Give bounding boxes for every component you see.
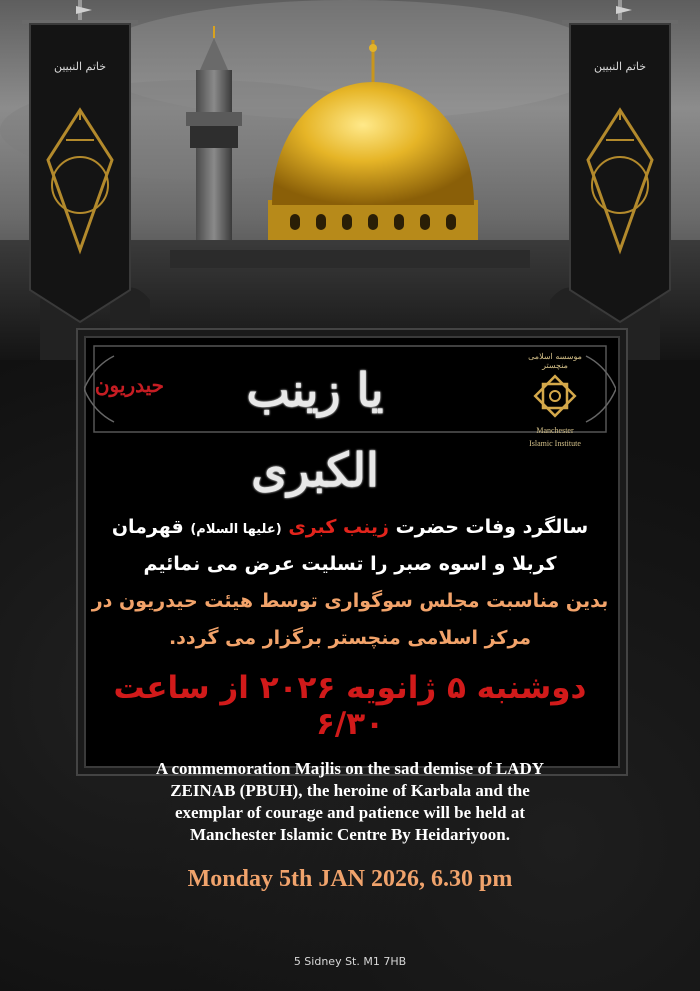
persian-line-1-d: قهرمان xyxy=(111,516,184,538)
banner-right-text: خاتم النبیین xyxy=(593,60,647,73)
heidariyoon-logo: حیدریون xyxy=(94,373,164,397)
persian-honorific: (علیها السلام) xyxy=(190,522,282,537)
institute-name-fa: موسسه اسلامی منچستر xyxy=(528,352,582,370)
right-mourning-banner xyxy=(562,0,678,330)
english-announcement xyxy=(100,758,600,846)
institute-emblem-icon xyxy=(532,373,578,419)
banner-left-shape xyxy=(22,0,138,330)
persian-line-1 xyxy=(84,516,616,538)
persian-name-highlight: زینب کبری xyxy=(288,516,389,538)
institute-name-en-1: Manchester xyxy=(536,426,574,435)
minaret xyxy=(196,70,232,260)
calligraphy-title: یا زینب الکبری xyxy=(246,363,384,497)
english-line-1: A commemoration Majlis on the sad demise of LADY xyxy=(155,759,545,778)
address: 5 Sidney St. M1 7HB xyxy=(293,955,407,968)
persian-line-4: مرکز اسلامی منچستر برگزار می گردد. xyxy=(168,627,532,649)
english-line-3: exemplar of courage and patience will be held at xyxy=(174,803,526,822)
institute-logo xyxy=(515,352,595,449)
english-date-line: Monday 5th JAN 2026, 6.30 pm xyxy=(187,866,513,892)
english-line-4: Manchester Islamic Centre By Heidariyoon. xyxy=(190,825,510,844)
institute-name-en-2: Islamic Institute xyxy=(529,439,581,448)
banner-left-text: خاتم النبیین xyxy=(53,60,107,73)
banner-right-shape xyxy=(562,0,678,330)
persian-line-3: بدین مناسبت مجلس سوگواری توسط هیئت حیدریون در xyxy=(91,590,609,612)
persian-line-2: کربلا و اسوه صبر را تسلیت عرض می نمائیم xyxy=(143,553,557,575)
english-line-2: ZEINAB (PBUH), the heroine of Karbala and the xyxy=(170,781,530,800)
left-mourning-banner xyxy=(22,0,138,330)
persian-date-line: دوشنبه ۵ ژانویه ۲۰۲۶ از ساعت ۶/۳۰ xyxy=(113,670,587,742)
persian-line-1-a: سالگرد وفات حضرت xyxy=(395,516,589,538)
